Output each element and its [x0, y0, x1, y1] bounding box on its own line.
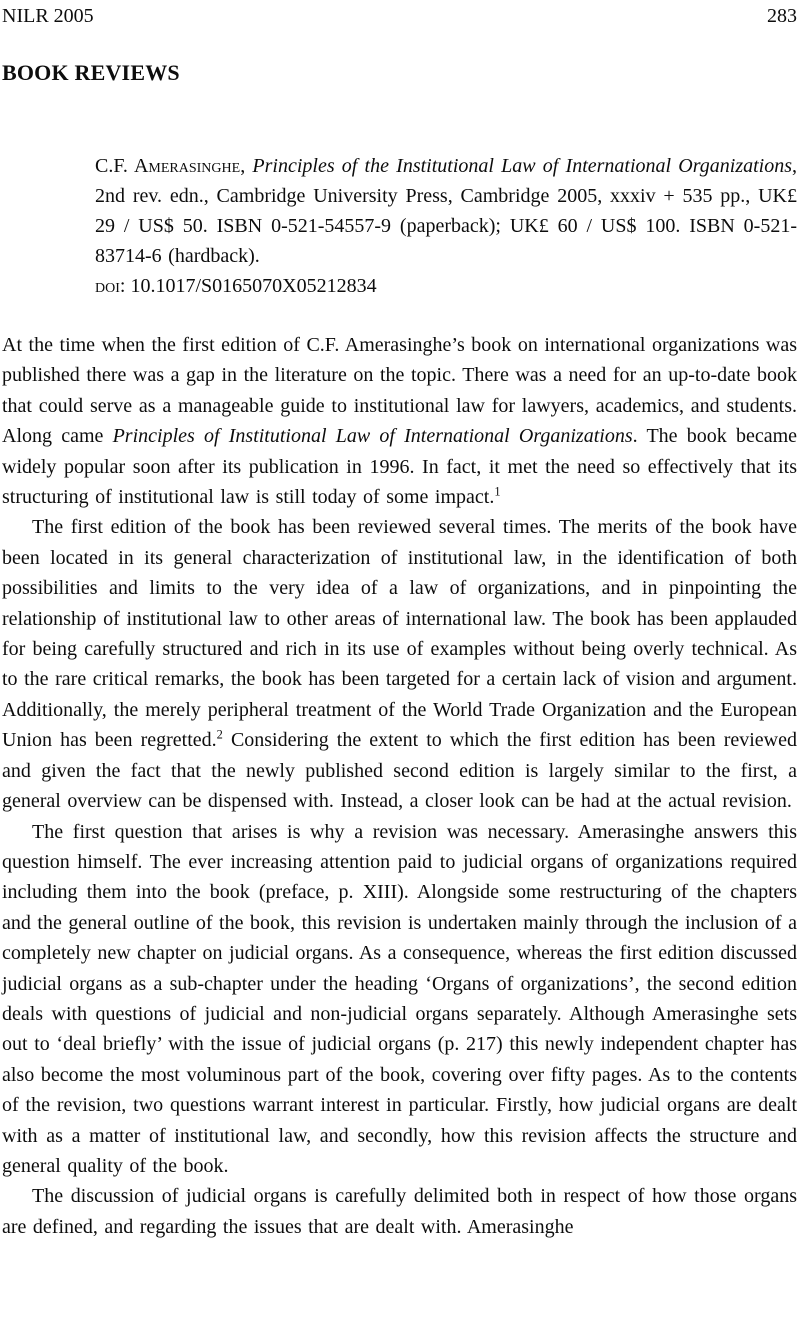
text-segment: The first question that arises is why a revision was necessary. Amerasinghe answers this question himself. The ever increasing attention paid to judicial organs of organizations required including them into the book (preface, p. XIII). Alongside some restructuring of the chapters and the general outline of the book, this revision is undertaken mainly through the inclusion of a completely new chapter on judicial organs. As a consequence, whereas the first edition discussed judicial organs as a sub-chapter under the heading ‘Organs of organizations’, the second edition deals with questions of judicial and non-judicial organs separately. Although Amerasinghe sets out to ‘deal briefly’ with the issue of judicial organs (p. 217) this newly independent chapter has also become the most voluminous part of the book, covering over fifty pages. As to the contents of the revision, two questions warrant interest in particular. Firstly, how judicial organs are dealt with as a matter of institutional law, and secondly, how this revision affects the structure and general quality of the book.	[2, 820, 798, 1177]
book-citation-block	[95, 151, 797, 301]
text-segment: At the time when the first edition of C.F. Amerasinghe’s book on international organizations was published there was a gap in the literature on the topic. There was a need for an up-to-date book that could serve as a manageable guide to institutional law for lawyers, academics, and students. Along came	[2, 334, 797, 448]
running-head	[2, 4, 797, 28]
text-segment: Considering the extent to which the first edition has been reviewed and given the fact that the newly published second edition is largely similar to the first, a general overview can be dispensed with. Instead, a closer look can be had at the actual revision.	[2, 729, 797, 813]
footnote-ref: 1	[494, 484, 501, 499]
text-segment: ,	[240, 155, 253, 177]
text-segment: Principles of the Institutional Law of International Organizations	[252, 155, 793, 177]
body-paragraph-2	[2, 512, 797, 816]
section-title: BOOK REVIEWS	[2, 60, 180, 85]
doi-line	[95, 271, 797, 301]
text-segment: . The book became widely popular soon after its publication in 1996. In fact, it met the need so effectively that its structuring of institutional law is still today of some impact.	[2, 425, 798, 509]
text-segment: doi	[95, 275, 120, 297]
body-paragraph-3	[2, 817, 797, 1182]
text-segment: C.F. Amerasinghe	[95, 155, 241, 177]
text-segment: Principles of Institutional Law of International Organizations	[112, 425, 633, 448]
text-segment: : 10.1017/S0165070X05212834	[119, 275, 377, 297]
footnote-ref: 2	[216, 727, 223, 742]
body-paragraph-1	[2, 330, 797, 512]
text-segment: The discussion of judicial organs is carefully delimited both in respect of how those organs are defined, and regarding the issues that are dealt with. Amerasinghe	[2, 1185, 797, 1238]
book-citation	[95, 151, 797, 271]
text-segment: The first edition of the book has been reviewed several times. The merits of the book have been located in its general characterization of institutional law, in the identification of both possibilities and limits to the very idea of a law of organizations, and in pinpointing the relationship of institutional law to other areas of international law. The book has been applauded for being carefully structured and rich in its use of examples without being overly technical. As to the rare critical remarks, the book has been targeted for a certain lack of vision and argument. Additionally, the merely peripheral treatment of the World Trade Organization and the European Union has been regretted.	[2, 516, 797, 752]
journal-header: NILR 2005	[2, 5, 94, 27]
review-body	[2, 330, 797, 1242]
body-paragraph-4	[2, 1181, 797, 1242]
text-segment: , 2nd rev. edn., Cambridge University Press, Cambridge 2005, xxxiv + 535 pp., UK£ 29 / US$ 50. ISBN 0-521-54557-9 (paperback); UK£ 60 / US$ 100. ISBN 0-521-83714-6 (hardback).	[95, 155, 798, 267]
page-number: 283	[767, 5, 797, 27]
